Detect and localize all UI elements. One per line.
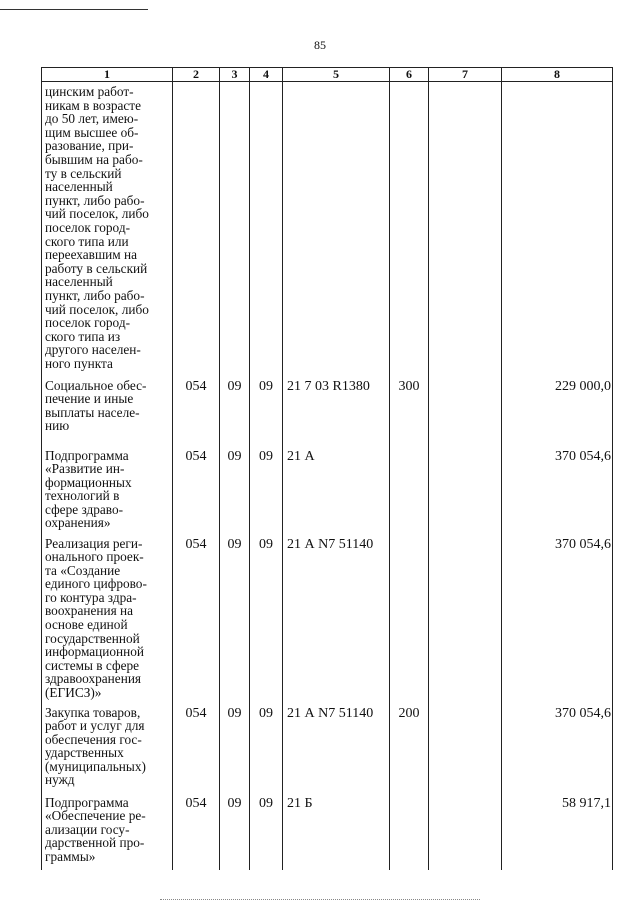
cell-section: 09 xyxy=(220,796,250,870)
cell-subsection: 09 xyxy=(250,379,283,449)
cell-target-article: 21 А xyxy=(283,449,390,537)
cell-target-article: 21 А N7 51140 xyxy=(283,537,390,706)
cell-col7 xyxy=(429,706,502,796)
cell-amount: 370 054,6 xyxy=(502,537,613,706)
cell-ministry-code xyxy=(173,82,220,379)
header-rule xyxy=(0,9,148,10)
table-row xyxy=(42,706,613,796)
cell-expense-type xyxy=(390,537,429,706)
cell-ministry-code: 054 xyxy=(173,449,220,537)
cell-subsection: 09 xyxy=(250,449,283,537)
cell-target-article: 21 7 03 R1380 xyxy=(283,379,390,449)
col-header-1: 1 xyxy=(42,68,173,82)
col-header-4: 4 xyxy=(250,68,283,82)
cell-amount: 58 917,1 xyxy=(502,796,613,870)
col-header-8: 8 xyxy=(502,68,613,82)
cell-subsection: 09 xyxy=(250,796,283,870)
cell-subsection: 09 xyxy=(250,537,283,706)
cell-ministry-code: 054 xyxy=(173,796,220,870)
cell-col7 xyxy=(429,537,502,706)
cell-col7 xyxy=(429,82,502,379)
cell-subsection xyxy=(250,82,283,379)
cell-col7 xyxy=(429,379,502,449)
row-name: Закупка товаров, работ и услуг для обеспечения гос- ударственных (муниципальных) нужд xyxy=(42,706,173,796)
table-row xyxy=(42,537,613,706)
col-header-7: 7 xyxy=(429,68,502,82)
header-row xyxy=(42,68,613,82)
cell-expense-type xyxy=(390,449,429,537)
table-row xyxy=(42,82,613,379)
cell-expense-type: 200 xyxy=(390,706,429,796)
row-name: Подпрограмма «Развитие ин- формационных технологий в сфере здраво- охранения» xyxy=(42,449,173,537)
row-name: Социальное обес- печение и иные выплаты населе- нию xyxy=(42,379,173,449)
col-header-5: 5 xyxy=(283,68,390,82)
cell-section: 09 xyxy=(220,379,250,449)
cell-ministry-code: 054 xyxy=(173,537,220,706)
cell-amount: 370 054,6 xyxy=(502,449,613,537)
cell-section: 09 xyxy=(220,449,250,537)
row-name: цинским работ- никам в возрасте до 50 лет, имею- щим высшее об- разование, при- бывшим на рабо- ту в сельский населенный пункт, либо рабо- чий поселок, либо поселок город- ского типа или переехавшим на работу в сельский населенный пункт, либо рабо- чий поселок, либо поселок город- ского типа из другого населен- ного пункта xyxy=(42,82,173,379)
page-number: 85 xyxy=(314,38,326,52)
cell-col7 xyxy=(429,796,502,870)
cell-amount: 229 000,0 xyxy=(502,379,613,449)
cell-expense-type: 300 xyxy=(390,379,429,449)
table-row xyxy=(42,449,613,537)
budget-table xyxy=(41,67,613,870)
cell-expense-type xyxy=(390,796,429,870)
cell-ministry-code: 054 xyxy=(173,706,220,796)
col-header-6: 6 xyxy=(390,68,429,82)
cell-section: 09 xyxy=(220,706,250,796)
row-name: Подпрограмма «Обеспечение ре- ализации госу- дарственной про- граммы» xyxy=(42,796,173,870)
table-row xyxy=(42,379,613,449)
col-header-3: 3 xyxy=(220,68,250,82)
cell-subsection: 09 xyxy=(250,706,283,796)
cell-section: 09 xyxy=(220,537,250,706)
col-header-2: 2 xyxy=(173,68,220,82)
cell-section xyxy=(220,82,250,379)
cell-col7 xyxy=(429,449,502,537)
cell-target-article: 21 Б xyxy=(283,796,390,870)
cell-target-article xyxy=(283,82,390,379)
cell-amount xyxy=(502,82,613,379)
table-row xyxy=(42,796,613,870)
scan-artifact-line xyxy=(160,899,480,900)
cell-expense-type xyxy=(390,82,429,379)
cell-target-article: 21 А N7 51140 xyxy=(283,706,390,796)
cell-amount: 370 054,6 xyxy=(502,706,613,796)
row-name: Реализация реги- онального проек- та «Создание единого цифрово- го контура здра- воохранения на основе единой государственной информационной системы в сфере здравоохранения (ЕГИСЗ)» xyxy=(42,537,173,706)
cell-ministry-code: 054 xyxy=(173,379,220,449)
